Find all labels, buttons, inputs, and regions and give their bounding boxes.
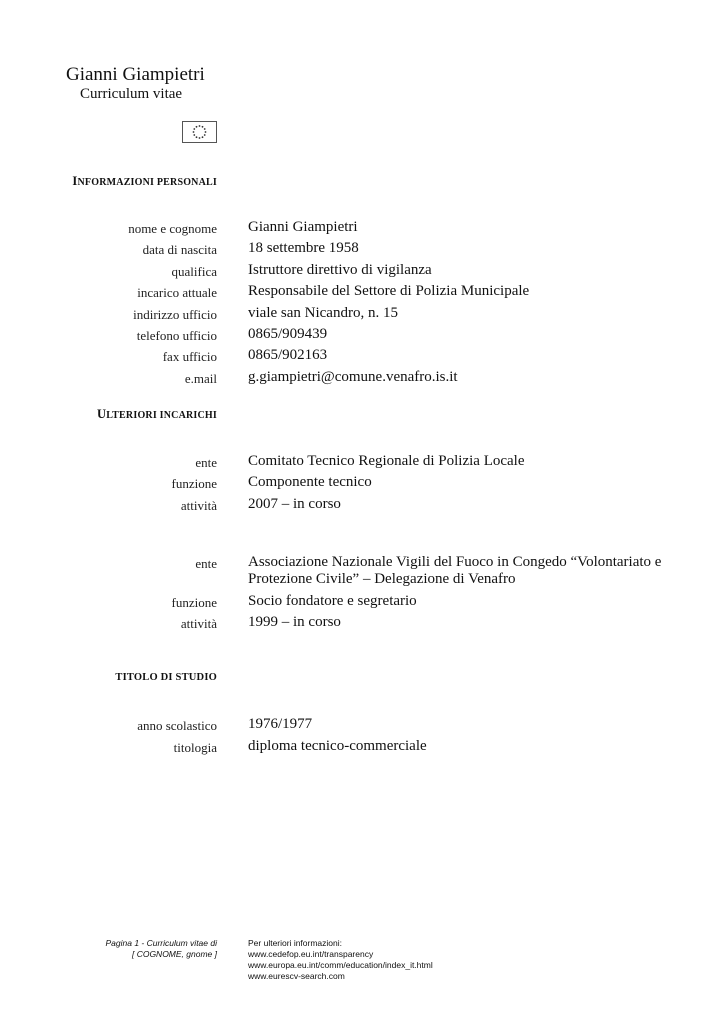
label-qualification: qualifica bbox=[171, 264, 217, 279]
label-function: funzione bbox=[171, 595, 217, 610]
value-current-role: Responsabile del Settore di Polizia Municipale bbox=[248, 283, 530, 299]
value-email[interactable]: g.giampietri@comune.venafro.is.it bbox=[248, 369, 458, 385]
section-title-further-roles: ULTERIORI INCARICHI bbox=[97, 407, 217, 421]
label-birth-date: data di nascita bbox=[142, 242, 217, 257]
value-school-year: 1976/1977 bbox=[248, 716, 313, 732]
value-office-fax: 0865/902163 bbox=[248, 347, 328, 363]
label-qualification-type: titologia bbox=[173, 740, 217, 755]
value-office-phone: 0865/909439 bbox=[248, 326, 328, 342]
eu-flag-icon bbox=[182, 121, 217, 143]
footer-name-placeholder: [ COGNOME, gnome ] bbox=[131, 949, 217, 959]
label-entity: ente bbox=[195, 556, 217, 571]
value-activity: 1999 – in corso bbox=[248, 614, 341, 630]
value-qualification: Istruttore direttivo di vigilanza bbox=[248, 262, 432, 278]
value-function: Componente tecnico bbox=[248, 474, 372, 490]
footer-link[interactable]: www.europa.eu.int/comm/education/index_it.html bbox=[248, 960, 433, 970]
label-office-address: indirizzo ufficio bbox=[133, 307, 217, 322]
label-office-phone: telefono ufficio bbox=[136, 328, 217, 343]
label-current-role: incarico attuale bbox=[137, 285, 217, 300]
value-office-address: viale san Nicandro, n. 15 bbox=[248, 305, 398, 321]
footer-link[interactable]: www.cedefop.eu.int/transparency bbox=[248, 949, 374, 959]
footer-info-links bbox=[248, 938, 433, 982]
cv-subtitle: Curriculum vitae bbox=[80, 86, 183, 102]
label-full-name: nome e cognome bbox=[128, 221, 217, 236]
value-entity: Comitato Tecnico Regionale di Polizia Locale bbox=[248, 453, 525, 469]
value-qualification-type: diploma tecnico-commerciale bbox=[248, 738, 427, 754]
label-email: e.mail bbox=[184, 371, 217, 386]
label-activity: attività bbox=[180, 616, 217, 631]
label-entity: ente bbox=[195, 455, 217, 470]
value-function: Socio fondatore e segretario bbox=[248, 593, 417, 609]
label-office-fax: fax ufficio bbox=[162, 349, 217, 364]
label-activity: attività bbox=[180, 498, 217, 513]
label-school-year: anno scolastico bbox=[137, 718, 217, 733]
value-entity: Associazione Nazionale Vigili del Fuoco in Congedo “Volontariato e Protezione Civile” – Delegazione di Venafro bbox=[248, 554, 662, 587]
value-birth-date: 18 settembre 1958 bbox=[248, 240, 359, 256]
value-activity: 2007 – in corso bbox=[248, 496, 341, 512]
label-function: funzione bbox=[171, 476, 217, 491]
section-title-personal: INFORMAZIONI PERSONALI bbox=[72, 174, 217, 188]
footer-page-line: Pagina 1 - Curriculum vitae di bbox=[105, 938, 217, 948]
section-title-education: TITOLO DI STUDIO bbox=[115, 672, 217, 683]
footer-link[interactable]: www.eurescv-search.com bbox=[248, 971, 345, 981]
value-full-name: Gianni Giampietri bbox=[248, 219, 358, 235]
footer-page-info bbox=[106, 938, 218, 960]
cv-name: Gianni Giampietri bbox=[66, 64, 205, 85]
footer-info-heading: Per ulteriori informazioni: bbox=[248, 938, 343, 948]
